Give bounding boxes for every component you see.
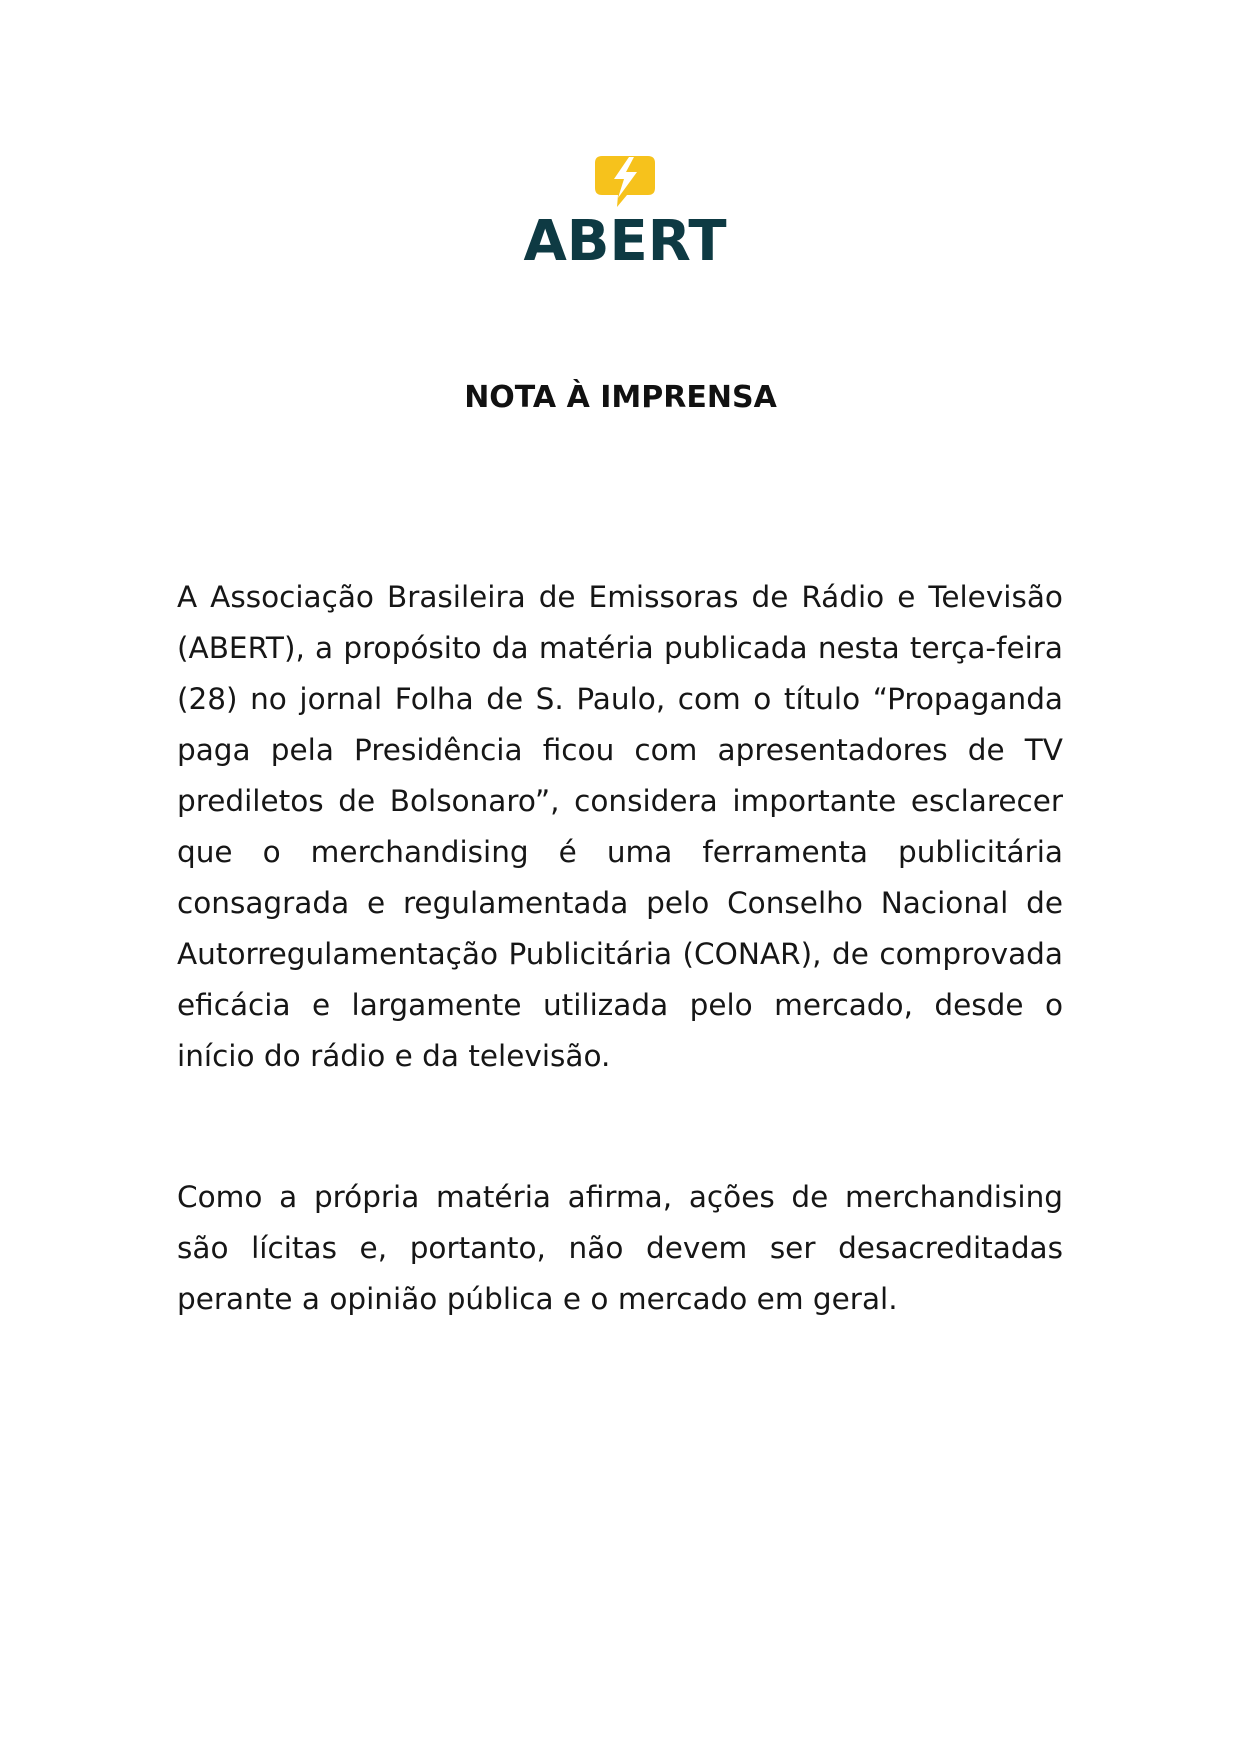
abert-logo	[520, 150, 730, 275]
body-paragraph-1: A Associação Brasileira de Emissoras de Rádio e Televisão (ABERT), a propósito da matéria publicada nesta terça-feira (28) no jornal Folha de S. Paulo, com o título “Propaganda paga pela Presidência ficou com apresentadores de TV prediletos de Bolsonaro”, considera importante esclarecer que o merchandising é uma ferramenta publicitária consagrada e regulamentada pelo Conselho Nacional de Autorregulamentação Publicitária (CONAR), de comprovada eficácia e largamente utilizada pelo mercado, desde o início do rádio e da televisão.	[177, 580, 1063, 1073]
body-paragraph-2: Como a própria matéria afirma, ações de merchandising são lícitas e, portanto, não devem ser desacreditadas perante a opinião pública e o mercado em geral.	[177, 1180, 1063, 1316]
page-title: NOTA À IMPRENSA	[464, 380, 777, 415]
lightning-speech-bubble-icon	[593, 154, 657, 210]
logo-wordmark: ABERT	[523, 209, 727, 274]
